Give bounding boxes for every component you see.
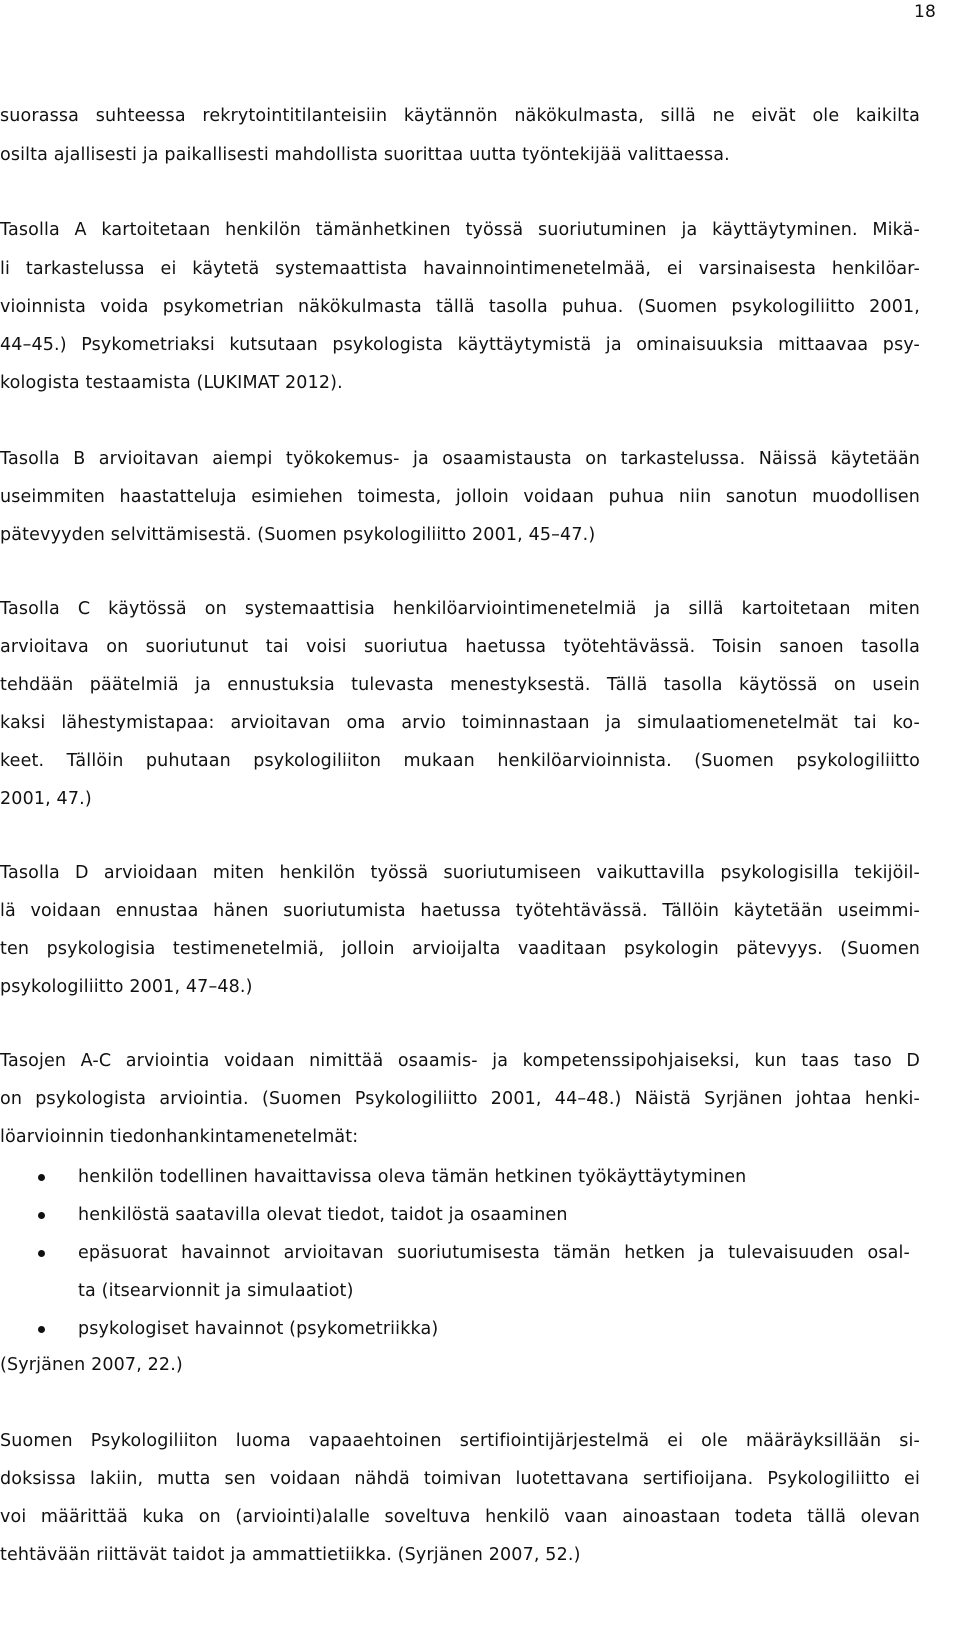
- text-line: lä voidaan ennustaa hänen suoriutumista haetussa työtehtävässä. Tällöin käytetään useimmi-: [0, 901, 920, 921]
- text-line: suorassa suhteessa rekrytointitilanteisiin käytännön näkökulmasta, sillä ne eivät ole kaikilta: [0, 106, 920, 126]
- text-line: li tarkastelussa ei käytetä systemaattista havainnointimenetelmää, ei varsinaisesta henkilöar-: [0, 259, 920, 279]
- text-line: tehtävään riittävät taidot ja ammattietiikka. (Syrjänen 2007, 52.): [0, 1545, 581, 1565]
- text-line: löarvioinnin tiedonhankintamenetelmät:: [0, 1127, 359, 1147]
- text-line: 44–45.) Psykometriaksi kutsutaan psykologista käyttäytymistä ja ominaisuuksia mittaavaa psy-: [0, 335, 920, 355]
- text-line: ten psykologisia testimenetelmiä, jolloin arvioijalta vaaditaan psykologin pätevyys. (Suomen: [0, 939, 920, 959]
- bullet-icon: [38, 1174, 45, 1181]
- text-line: arvioitava on suoriutunut tai voisi suoriutua haetussa työtehtävässä. Toisin sanoen tasolla: [0, 637, 920, 657]
- list-item-text: henkilöstä saatavilla olevat tiedot, taidot ja osaaminen: [78, 1205, 568, 1225]
- bullet-icon: [38, 1250, 45, 1257]
- text-line: voi määrittää kuka on (arviointi)alalle soveltuva henkilö vaan ainoastaan todeta tällä olevan: [0, 1507, 920, 1527]
- bullet-icon: [38, 1212, 45, 1219]
- text-line: pätevyyden selvittämisestä. (Suomen psykologiliitto 2001, 45–47.): [0, 525, 596, 545]
- text-line: keet. Tällöin puhutaan psykologiliiton mukaan henkilöarvioinnista. (Suomen psykologiliitto: [0, 751, 920, 771]
- text-line: useimmiten haastatteluja esimiehen toimesta, jolloin voidaan puhua niin sanotun muodollisen: [0, 487, 920, 507]
- text-line: doksissa lakiin, mutta sen voidaan nähdä toimivan luotettavana sertifioijana. Psykologiliitto ei: [0, 1469, 920, 1489]
- text-line: on psykologista arviointia. (Suomen Psykologiliitto 2001, 44–48.) Näistä Syrjänen johtaa henki-: [0, 1089, 920, 1109]
- text-line: osilta ajallisesti ja paikallisesti mahdollista suorittaa uutta työntekijää valittaessa.: [0, 145, 730, 165]
- text-line: kaksi lähestymistapaa: arvioitavan oma arvio toiminnastaan ja simulaatiomenetelmät tai ko-: [0, 713, 920, 733]
- list-item-text: ta (itsearvionnit ja simulaatiot): [78, 1281, 354, 1301]
- list-item-text: psykologiset havainnot (psykometriikka): [78, 1319, 439, 1339]
- list-item-text: henkilön todellinen havaittavissa oleva tämän hetkinen työkäyttäytyminen: [78, 1167, 747, 1187]
- text-line: Suomen Psykologiliiton luoma vapaaehtoinen sertifiointijärjestelmä ei ole määräyksillään si-: [0, 1431, 920, 1451]
- text-line: psykologiliitto 2001, 47–48.): [0, 977, 253, 997]
- text-line: Tasolla B arvioitavan aiempi työkokemus- ja osaamistausta on tarkastelussa. Näissä käytetään: [0, 449, 920, 469]
- text-line: vioinnista voida psykometrian näkökulmasta tällä tasolla puhua. (Suomen psykologiliitto 2001,: [0, 297, 920, 317]
- citation: (Syrjänen 2007, 22.): [0, 1355, 183, 1375]
- text-line: kologista testaamista (LUKIMAT 2012).: [0, 373, 343, 393]
- text-line: 2001, 47.): [0, 789, 92, 809]
- text-line: Tasolla D arvioidaan miten henkilön työssä suoriutumiseen vaikuttavilla psykologisilla tekijöil-: [0, 863, 920, 883]
- text-line: tehdään päätelmiä ja ennustuksia tulevasta menestyksestä. Tällä tasolla käytössä on usein: [0, 675, 920, 695]
- text-line: Tasolla A kartoitetaan henkilön tämänhetkinen työssä suoriutuminen ja käyttäytyminen. Mikä-: [0, 220, 920, 240]
- page-number: 18: [913, 2, 936, 22]
- list-item-text: epäsuorat havainnot arvioitavan suoriutumisesta tämän hetken ja tulevaisuuden osal-: [78, 1243, 910, 1263]
- text-line: Tasolla C käytössä on systemaattisia henkilöarviointimenetelmiä ja sillä kartoitetaan miten: [0, 599, 920, 619]
- text-line: Tasojen A-C arviointia voidaan nimittää osaamis- ja kompetenssipohjaiseksi, kun taas taso D: [0, 1051, 920, 1071]
- bullet-icon: [38, 1326, 45, 1333]
